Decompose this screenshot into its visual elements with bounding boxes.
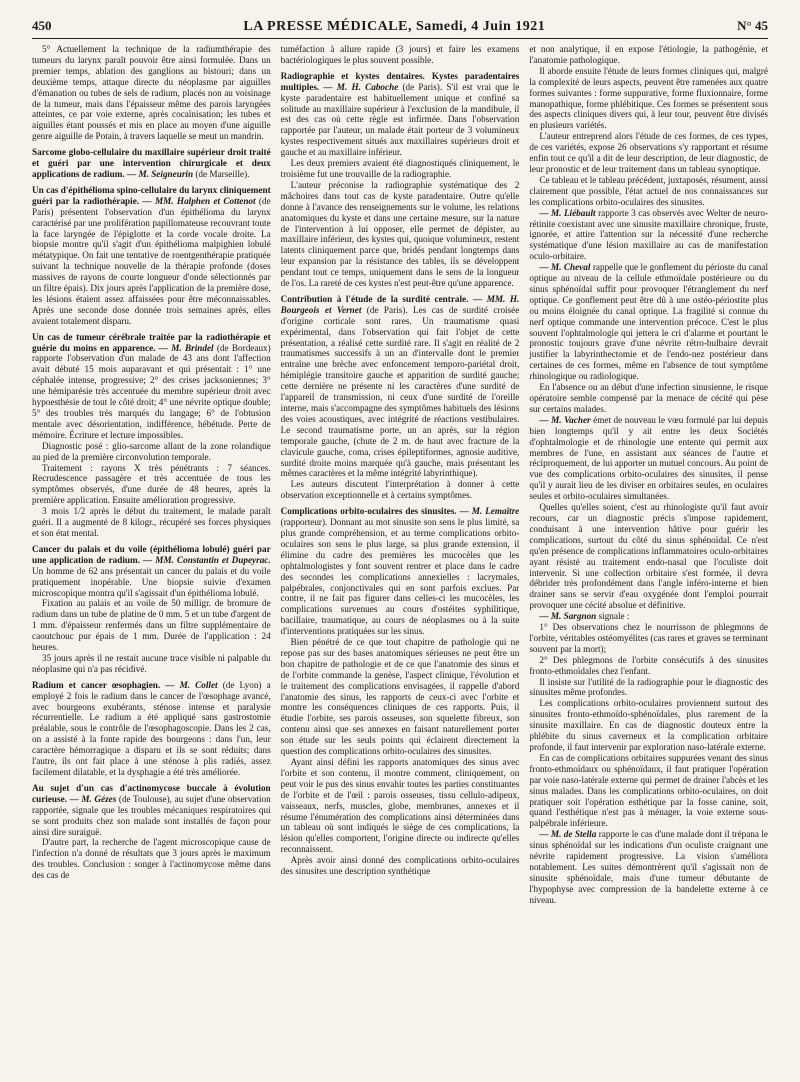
paragraph xyxy=(529,382,768,415)
issue-number: N° 45 xyxy=(737,18,768,33)
article-author: — MM. Constantin et Dupeyrac. xyxy=(143,554,271,565)
paragraph-text: Les auteurs discutent l'interprétation à donner à cette observation exceptionnelle et à certains symptômes. xyxy=(280,479,520,501)
discussion-body: rappelle que le gonflement du périoste du canal optique au niveau de la cellule ethmoïdale postérieure ou du sinus sphénoïdal suffit pour provoquer l'étranglement du nerf optique. Ce gonflement peut être dû à une ostéo-périostite plus ou moins éloignée du canal optique. La fragilité si connue du nerf optique commande une intervention précoce. C'est le plus souvent l'ophtalmologie qui jettera le cri d'alarme et pourtant le pronostic toujours grave d'une névrite rétro-bulbaire devrait justifier la labyrinthectomie et de l'endo-nez postérieur dans certaines de ces formes, même en l'absence de tout symptôme rhinologique ou radiologique. xyxy=(529,262,769,382)
paragraph xyxy=(529,698,768,753)
discussion-paragraph xyxy=(529,208,768,263)
article xyxy=(32,680,271,778)
paragraph xyxy=(529,175,768,208)
paragraph xyxy=(529,622,768,655)
article-body: (de Toulouse), au sujet d'une observation rapportée, signale que les troubles mécaniques respiratoires qui se sont produits chez son malade sont installés de façon pour ainsi dire suraiguë. xyxy=(32,793,271,837)
paragraph xyxy=(281,855,520,877)
paragraph xyxy=(529,131,768,175)
paragraph xyxy=(529,753,768,829)
paragraph-text: Après avoir ainsi donné des complications orbito-oculaires des sinusites une description synthétique xyxy=(280,855,520,877)
paragraph-text: En cas de complications orbitaires suppurées venant des sinus fronto-ethmoïdaux ou sphénoïdaux, il faut pratiquer l'opération par voie naso-latérale externe qui permet de drainer l'abcès et les sinus malades. Dans les complications orbito-oculaires, on doit pratiquer soit l'opération esthétique par la fosse canine, soit, quand l'esthétique n'est pas à ménager, la voie externe sous-palpébrale inférieure. xyxy=(529,752,769,829)
article-body: Un homme de 62 ans présentait un cancer du palais et du voile pratiquement inopérable. Une biopsie suivie d'examen microscopique montra qu'il s'agissait d'un épithélioma lobulé. xyxy=(32,565,271,598)
article xyxy=(32,147,271,180)
discussant-name: — M. Cheval xyxy=(539,262,591,273)
article-body: (rapporteur). Donnant au mot sinusite son sens le plus limité, sa plus grande compréhension, et au terme complications orbito-oculaires son sens le plus large, sa plus grande extension, il élimine du cadre des premières les mucocèles que les ophtalmologistes y font souvent rentrer et place dans le cadre des secondes les complications annexielles : lacrymales, palpébrales, conjonctivales qui en sont parfois exclues. Par contre, il ne fait pas figurer dans celles-ci les mucocèles, les complications survenues au cours d'ostéites syphilitique, bacillaire, traumatique, au cours de néoplasmes ou à la suite d'interventions pratiquées sur les sinus. xyxy=(280,517,520,637)
discussion-body: signale : xyxy=(596,611,630,622)
page-header xyxy=(32,18,768,39)
paragraph xyxy=(529,66,768,131)
journal-title: LA PRESSE MÉDICALE, Samedi, 4 Juin 1921 xyxy=(243,19,546,34)
article-author: — M. Lemaître xyxy=(459,506,520,517)
paragraph-text: 35 jours après il ne restait aucune trace visible ni palpable du néoplasme qui n'a pas récidivé. xyxy=(32,652,271,674)
article-heading: Radiographie et kystes dentaires. Kystes paradentaires multiples. xyxy=(280,70,520,92)
continued-paragraph xyxy=(529,44,768,66)
article-heading: Au sujet d'un cas d'actinomycose buccale à évolution curieuse. xyxy=(32,782,271,804)
paragraph xyxy=(32,598,271,653)
article xyxy=(32,783,271,838)
discussion-paragraph xyxy=(529,829,768,905)
discussion-paragraph xyxy=(529,262,768,382)
paragraph-text: L'auteur préconise la radiographie systématique des 2 mâchoires dans tout cas de kyste paradentaire. Outre qu'elle donne à l'avance des renseignements sur le volume, les relations anatomiques du kyste et dans une certaine mesure, sur la nature de l'intervention à lui opposer, elle permet de dépister, au maxillaire inférieur, des kystes qui, quoique volumineux, restent latents cliniquement parce que, bridés pendant longtemps dans leur expansion par la résistance des tables, ils se développent pendant tout ce temps, uniquement dans le sens de la longueur de l'os. La rareté de ces kystes n'est peut-être qu'une apparence. xyxy=(280,179,520,289)
paragraph xyxy=(281,637,520,757)
article-author: — MM. Halphen et Cottenot xyxy=(142,195,256,206)
paragraph-text: tuméfaction à allure rapide (3 jours) et faire les examens bactériologiques le plus souvent possible. xyxy=(280,44,520,65)
article-author: — M. Collet xyxy=(165,679,218,690)
article-heading: Cancer du palais et du voile (épithélioma lobulé) guéri par une application de radium. xyxy=(32,543,271,565)
article-heading: Contribution à l'étude de la surdité centrale. xyxy=(280,293,469,304)
article-body: (de Marseille). xyxy=(193,168,250,179)
paragraph-text: Quelles qu'elles soient, c'est au rhinologiste qu'il faut avoir recours, car un diagnostic précis s'impose rapidement, conduisant à une intervention hâtive pour guérir les complications, surtout du côté du sinus sphénoïdal. Ce n'est qu'en présence de complications inflammatoires oculo-orbitaires ayant résisté au traitement endo-nasal que l'oculiste doit intervenir. Si une collection orbitaire s'est formée, il devra débrider très profondément dans l'angle inféro-interne et bien drainer sans se servir d'eau oxygénée dont l'emploi pourrait provoquer une cécité absolue et définitive. xyxy=(529,502,769,611)
paragraph-text: 5° Actuellement la technique de la radiumthérapie des tumeurs du larynx paraît pouvoir être ainsi formulée. Dans un premier temps, ablation des ganglions au bistouri; dans un deuxième temps, attaque directe du néoplasme par aiguilles d'émanation ou tubes de sels de radium, placés non au voisinage de la tumeur, mais dans l'épaisseur même des parois laryngées atteintes, ce par voie externe, après cocaïnisation; les tubes et aiguilles étant poussés et mis en place au moyen d'une aiguille genre aiguille de Potain, à travers laquelle se meut un mandrin. xyxy=(32,44,271,142)
paragraph-text: 1° Des observations chez le nourrisson de phlegmons de l'orbite, véritables ostéomyélites (cas rares et graves se terminant souvent par la mort); xyxy=(529,622,769,654)
paragraph-text: D'autre part, la recherche de l'agent microscopique cause de l'infection n'a donné de résultats que 3 jours après le maximum des troubles. Conclusion : songer à l'actinomycose même dans des cas de xyxy=(32,837,271,881)
article-author: — M. Seigneurin xyxy=(126,168,194,179)
paragraph-text: Les complications orbito-oculaires proviennent surtout des sinusites fronto-ethmoïdo-sphénoïdales, plus rarement de la sinusite maxillaire. En cas de diagnostic douteux entre la phlébite du sinus caverneux et la complication orbitaire profonde, il faut intervenir par exploration naso-latérale externe. xyxy=(529,698,769,752)
article-body: (de Paris) présentent l'observation d'un épithélioma du larynx caractérisé par une prolifération papillomateuse recouvrant toute la face laryngée de l'épiglotte et la corde vocale droite. La biopsie montre qu'il s'agit d'un épithélioma malpighien lobulé métatypique. On fait une tentative de roentgenthérapie pratiquée suivant la technique nouvelle de la thérapie profonde (doses massives de rayons de courte longueur d'onde sélectionnés par un filtre épais). Dix jours après l'application de la première dose, les lésions étaient assez affaissées pour être méconnaissables. Après une seconde dose donnée trois semaines après, elles avaient totalement disparu. xyxy=(32,195,271,326)
paragraph-text: Les deux premiers avaient été diagnostiqués cliniquement, le troisième fut une trouvaille de la radiographie. xyxy=(280,158,520,179)
article-body: (de Bordeaux) rapporte l'observation d'un malade de 43 ans dont l'affection avait débuté 15 mois auparavant et qui présentait : 1° une céphalée intense, progressive; 2° des crises jacksoniennes; 3° une hémiparésie très accentuée du membre supérieur droit avec hypoesthésie de tout le côté droit; 4° une névrite optique double; 5° des troubles très marqués du langage; 6° de l'obtusion mentale avec désorientation, indifférence, hébétude. Perte de mémoire. Écriture et lecture impossibles. xyxy=(32,342,271,440)
discussion-paragraph xyxy=(529,415,768,502)
article-body: (de Paris). S'il est vrai que le kyste paradentaire est habituellement unique et confiné sa solitude au maxillaire supérieur à l'exclusion de la mandibule, il est des cas où cette règle est infirmée. Dans l'observation rapportée par l'auteur, un malade était porteur de 3 volumineux kystes respectivement situés aux maxillaires supérieurs droit et gauche et au maxillaire inférieur. xyxy=(280,81,520,158)
discussion-paragraph xyxy=(529,611,768,622)
article-heading: Un cas de tumeur cérébrale traitée par la radiothérapie et guérie du moins en apparence. xyxy=(32,331,271,353)
paragraph xyxy=(529,502,768,611)
paragraph xyxy=(281,158,520,180)
article-heading: Complications orbito-oculaires des sinusites. xyxy=(280,506,457,517)
article xyxy=(32,185,271,327)
paragraph-text: Il insiste sur l'utilité de la radiographie pour le diagnostic des sinusites même profondes. xyxy=(529,676,769,698)
article xyxy=(281,71,520,158)
continued-paragraph xyxy=(281,44,520,66)
paragraph-text: Diagnostic posé : glio-sarcome allant de la zone rolandique au pied de la première circonvolution temporale. xyxy=(32,440,271,462)
paragraph-text: Ayant ainsi défini les rapports anatomiques des sinus avec l'orbite et son contenu, il montre comment, cliniquement, on peut voir le pus des sinus envahir toutes les parties constituantes de l'orbite et de l'œil : parois osseuses, tissu cellulo-adipeux, vaisseaux, nerfs, muscles, globe, membranes, annexes et il résume l'énumération des complications ainsi déterminées dans un tableau où sont indiqués le siège de ces complications, la lésion qu'elles comportent, l'origine directe ou indirecte qu'elles reconnaissent. xyxy=(280,757,520,855)
column-3 xyxy=(529,44,768,1064)
article-author: — M. H. Caboche xyxy=(323,81,399,92)
paragraph xyxy=(281,757,520,855)
paragraph-text: Traitement : rayons X très pénétrants : 7 séances. Recrudescence passagère et très accentuée de tous les symptômes observés, d'une durée de 48 heures, après la première application. Ensuite amélioration progressive. xyxy=(32,462,271,506)
paragraph-text: L'auteur entreprend alors l'étude de ces formes, de ces types, de ces variétés, expose 26 observations s'y rapportant et résume enfin tout ce qu'il a dit de leur description, de leur diagnostic, de leur pronostic et de leur traitement dans un tableau synoptique. xyxy=(529,131,769,174)
paragraph xyxy=(281,180,520,289)
discussant-name: — M. Vacher xyxy=(539,414,591,425)
article-body: (de Paris). Les cas de surdité croisée d'origine corticale sont rares. Un traumatisme quasi expérimental, dans l'observation qui fait l'objet de cette présentation, a réalisé cette surdité rare. Il s'agit en réalité de 2 traumatismes successifs à un an d'intervalle dont le premier entraîne une brèche avec enfoncement temporo-pariétal droit, hémiplégie transitoire gauche et apparition de surdité gauche; cette dernière ne présente ni les caractères d'une surdité de l'appareil de transmission, ni ceux d'une surdité de l'oreille interne, mais s'accompagne des symptômes habituels des lésions des voies acoustiques, avec intégrité de réactions vestibulaires. Le second traumatisme porte, un an après, sur la région temporale gauche, (chute de 2 m. de haut avec fracture de la clavicule gauche, coma, crises épileptiformes, agnosie auditive, surdité droite moins marquée qu'à gauche, mais présentant les mêmes caractères et la même intégrité labyrinthique). xyxy=(280,304,520,479)
paragraph-text: Il aborde ensuite l'étude de leurs formes cliniques qui, malgré la complexité de leurs aspects, peuvent être ramenées aux quatre formes suivantes : forme suppurative, forme fluxionnaire, forme manopathique, forme phlébitique. Ces formes se présentent sous des aspects cliniques divers qui, à leur tour, peuvent être divisés en plusieurs variétés. xyxy=(529,65,769,131)
paragraph xyxy=(32,463,271,507)
paragraph-text: Fixation au palais et au voile de 50 milligr. de bromure de radium dans un tube de platine de 0 mm. 5 et un tube d'argent de 1 mm. d'épaisseur renfermés dans un filtre supplémentaire de caoutchouc pur épais de 1 mm. Durée de l'application : 24 heures. xyxy=(32,598,271,653)
paragraph xyxy=(32,653,271,675)
discussion-body: rapporte le cas d'une malade dont il trépana le sinus sphénoïdal sur les indications d'un oculiste craignant une névrite rapidement progressive. La vision s'améliora notablement. Les suites démontrèrent qu'il s'agissait non de sinusite sphénoïdale, mais d'une tumeur débutante de l'hypophyse avec compression de la bandelette externe à ce niveau. xyxy=(529,829,769,905)
discussion-body: rapporte 3 cas observés avec Welter de neuro-rétinite coexistant avec une sinusite maxillaire chronique, fruste, ignorée, et attire l'attention sur la nécessité d'une recherche systématique d'une lésion maxillaire au cas de manifestation oculo-orbitaire. xyxy=(529,207,769,262)
discussion-body: émet de nouveau le vœu formulé par lui depuis bien longtemps qu'il y ait entre les deux Sociétés d'ophtalmologie et de rhinologie une entente qui permit aux membres de l'une, en assistant aux séances de l'autre et réciproquement, de lui apporter un mutuel concours. Au point de vue des complications orbito-oculaires des sinusites, il pense qu'il y aurait lieu de les diviser en orbitaires seules, en oculaires seules et orbito-oculaires simultanées. xyxy=(529,414,769,502)
paragraph xyxy=(32,506,271,539)
paragraph-text: En l'absence ou au début d'une infection sinusienne, le risque opératoire semble compensé par la menace de cécité qui pèse sur certains malades. xyxy=(529,382,769,414)
article-author: — M. Brindel xyxy=(158,342,214,353)
article-author: — MM. H. Bourgeois et Vernet xyxy=(280,293,520,315)
page-number: 450 xyxy=(32,18,52,33)
article xyxy=(32,544,271,599)
paragraph xyxy=(529,677,768,699)
discussant-name: — M. de Stella xyxy=(539,829,597,840)
article-heading: Sarcome globo-cellulaire du maxillaire supérieur droit traité et guéri par une intervention chirurgicale et deux applications de radium. xyxy=(32,147,271,179)
article-author: — M. Gézes xyxy=(69,793,117,804)
article-body: (de Lyon) a employé 2 fois le radium dans le cancer de l'œsophage avancé, avec bourgeons exubérants, sténose intense et paralysie récurrentielle. Le radium a été appliqué sans gastrostomie préalable, sous le contrôle de l'œsophagoscopie. Dans les 2 cas, on a assisté à la fonte rapide des bourgeons : dans l'un, leur caractère hémorragique a disparu et ils se sont réduits; dans l'autre, ils ont fait place à une sténose à plis radiés, assez facilement dilatable, et la dysphagie a été très améliorée. xyxy=(32,679,271,777)
article xyxy=(281,294,520,479)
column-1 xyxy=(32,44,271,1064)
columns xyxy=(32,44,768,1064)
paragraph-text: et non analytique, il en expose l'étiologie, la pathogénie, et l'anatomie pathologique. xyxy=(529,44,769,65)
paragraph xyxy=(32,441,271,463)
paragraph xyxy=(32,837,271,881)
article xyxy=(32,332,271,441)
article xyxy=(281,506,520,637)
paragraph xyxy=(529,655,768,677)
paragraph-text: 2° Des phlegmons de l'orbite consécutifs à des sinusites fronto-ethmoïdales chez l'enfant. xyxy=(529,654,769,676)
paragraph xyxy=(281,479,520,501)
discussant-name: — M. Liébault xyxy=(539,207,596,218)
paragraph-text: 3 mois 1/2 après le début du traitement, le malade paraît guéri. Il a augmenté de 8 kilogr., récupéré ses forces physiques et son état mental. xyxy=(32,506,271,538)
discussant-name: — M. Sargnon xyxy=(539,611,597,622)
article-heading: Radium et cancer œsophagien. xyxy=(32,679,161,690)
column-2 xyxy=(281,44,520,1064)
paragraph-text: Ce tableau et le tableau précédent, juxtaposés, résument, aussi clairement que possible, l'état actuel de nos connaissances sur les complications orbito-oculaires des sinusites. xyxy=(529,174,769,207)
paragraph xyxy=(32,44,271,142)
paragraph-text: Bien pénétré de ce que tout chapitre de pathologie qui ne repose pas sur des bases anatomiques sérieuses ne peut être un bon chapitre de pathologie et de ce que l'anatomie des sinus et de l'orbite commande la genèse, l'aspect clinique, l'évolution et le traitement des complications envisagées, il rappelle d'abord l'anatomie des sinus, les rapports de ceux-ci avec l'orbite et montre les conséquences cliniques de ces rapports. Puis, il étudie l'orbite, ses parois osseuses, son squelette fibreux, son contenu ainsi que ses annexes en faisant naturellement porter son étude sur les seuls points qui éclairent directement la question des complications orbito-oculaires des sinusites. xyxy=(280,637,520,757)
article-heading: Un cas d'épithélioma spino-cellulaire du larynx cliniquement guéri par la radiothérapie. xyxy=(32,184,271,206)
